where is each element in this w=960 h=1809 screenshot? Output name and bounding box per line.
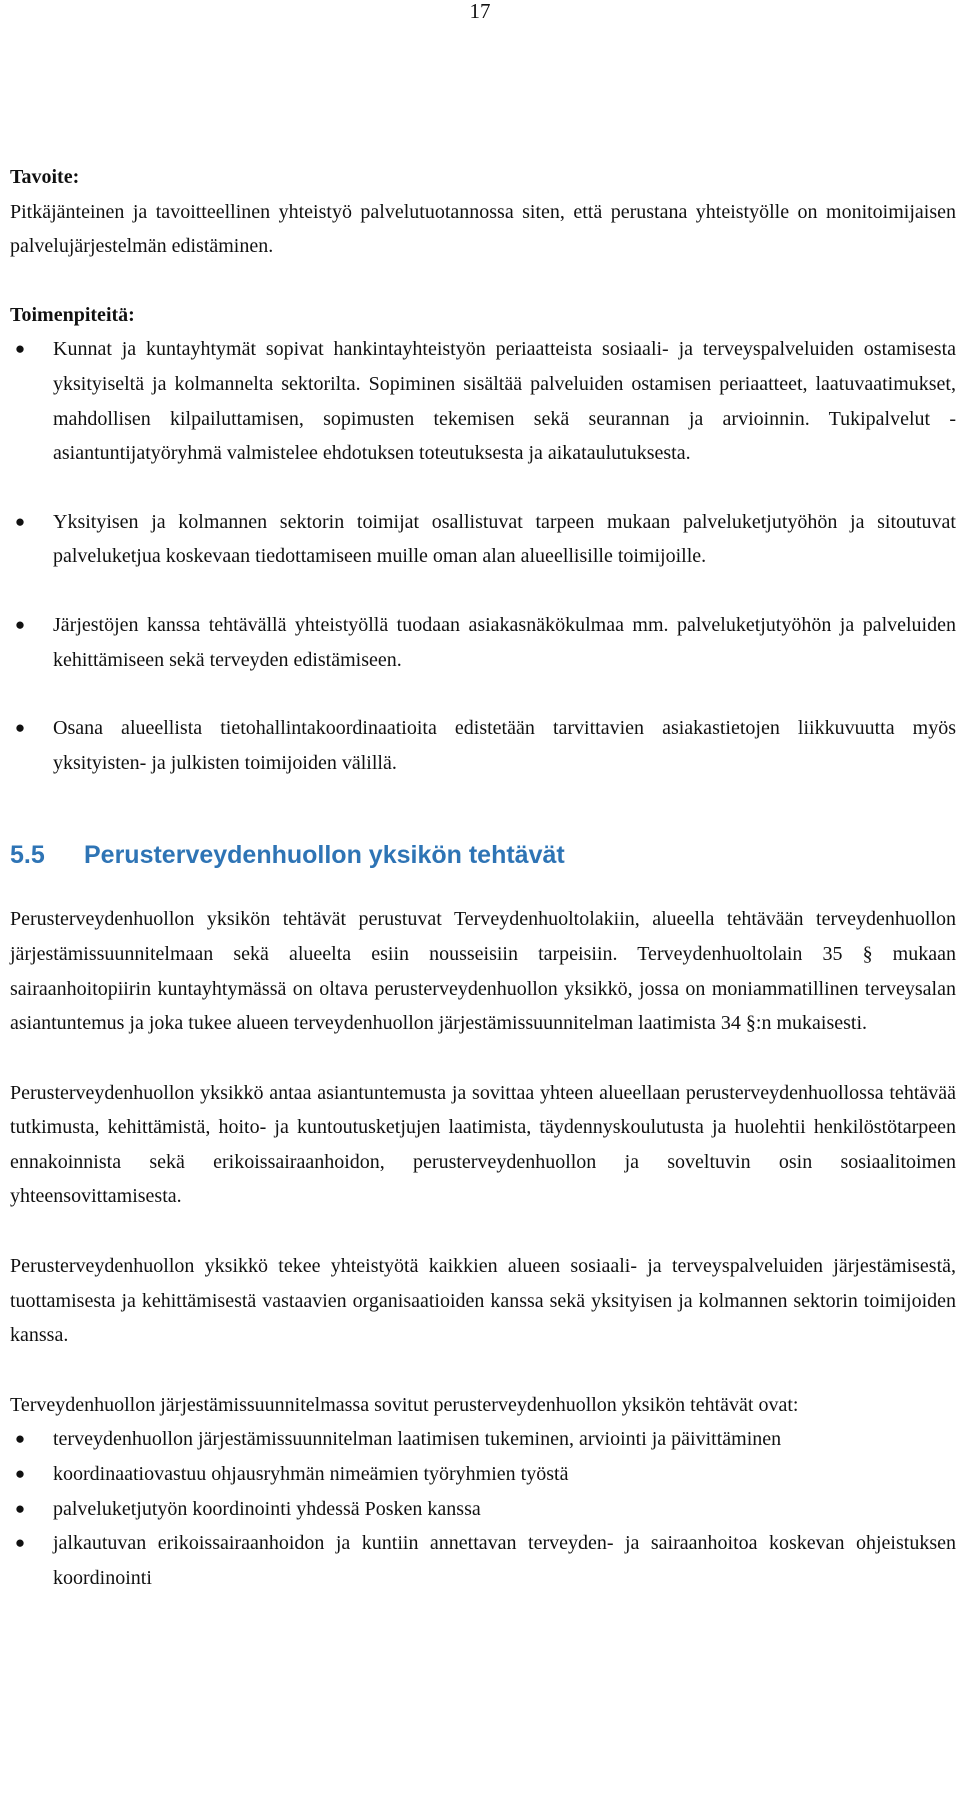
list-item (10, 332, 956, 470)
list-item (10, 1526, 956, 1595)
list-item (10, 1422, 956, 1457)
section-paragraph: Perusterveydenhuollon yksikkö tekee yhteistyötä kaikkien alueen sosiaali- ja terveyspalveluiden järjestämisestä, tuottamisesta ja kehittämisestä vastaavien organisaatioiden kanssa sekä yksityisen ja kolmannen sektorin toimijoiden kanssa. (10, 1255, 956, 1347)
section-heading (10, 838, 956, 872)
list-item (10, 711, 956, 780)
bullet-icon: ● (14, 1429, 26, 1449)
section-paragraph: Terveydenhuollon järjestämissuunnitelmassa sovitut perusterveydenhuollon yksikön tehtävät ovat: (10, 1393, 799, 1416)
list-item-text: palveluketjutyön koordinointi yhdessä Posken kanssa (53, 1497, 481, 1520)
bullet-icon: ● (14, 1498, 26, 1518)
list-item (10, 505, 956, 574)
goal-heading: Tavoite: (10, 166, 80, 188)
bullet-icon: ● (14, 1533, 26, 1553)
list-item-text: Järjestöjen kanssa tehtävällä yhteistyöllä tuodaan asiakasnäkökulmaa mm. palveluketjutyöhön ja palveluiden kehittämiseen sekä terveyden edistämiseen. (53, 613, 956, 671)
list-item-text: Yksityisen ja kolmannen sektorin toimijat osallistuvat tarpeen mukaan palveluketjutyöhön ja sitoutuvat palveluketjua koskevaan tiedottamiseen muille oman alan alueellisille toimijoille. (53, 510, 956, 568)
bullet-icon: ● (14, 339, 26, 359)
section-paragraph: Perusterveydenhuollon yksikön tehtävät perustuvat Terveydenhuoltolakiin, alueella tehtävään terveydenhuollon järjestämissuunnitelmaan sekä alueelta esiin nousseisiin tarpeisiin. Terveydenhuoltolain 35 § mukaan sairaanhoitopiirin kuntayhtymässä on oltava perusterveydenhuollon yksikkö, jossa on moniammatillinen terveysalan asiantuntemus ja joka tukee alueen terveydenhuollon järjestämissuunnitelman laatimista 34 §:n mukaisesti. (10, 908, 956, 1035)
list-item-text: terveydenhuollon järjestämissuunnitelman laatimisen tukeminen, arviointi ja päivittäminen (53, 1428, 782, 1451)
list-item (10, 1492, 956, 1527)
list-item-text: Kunnat ja kuntayhtymät sopivat hankintayhteistyön periaatteista sosiaali- ja terveyspalveluiden ostamisesta yksityiseltä ja kolmannelta sektorilta. Sopiminen sisältää palveluiden ostamisen periaatteet, laatuvaatimukset, mahdollisen kilpailuttamisen, sopimusten tekemisen sekä seurannan ja arvioinnin. Tukipalvelut -asiantuntijatyöryhmä valmistelee ehdotuksen toteutuksesta ja aikataulutuksesta. (53, 338, 956, 465)
bullet-icon: ● (14, 718, 26, 738)
list-item-text: koordinaatiovastuu ohjausryhmän nimeämien työryhmien työstä (53, 1463, 569, 1486)
list-item-text: jalkautuvan erikoissairaanhoidon ja kuntiin annettavan terveyden- ja sairaanhoitoa koskevan ohjeistuksen koordinointi (53, 1532, 956, 1589)
bullet-icon: ● (14, 1464, 26, 1484)
bullet-icon: ● (14, 511, 26, 531)
list-item (10, 1457, 956, 1492)
list-item-text: Osana alueellista tietohallintakoordinaatioita edistetään tarvittavien asiakastietojen liikkuvuutta myös yksityisten- ja julkisten toimijoiden välillä. (53, 717, 956, 774)
section-title: Perusterveydenhuollon yksikön tehtävät (84, 841, 565, 870)
section-number: 5.5 (10, 841, 45, 870)
bullet-icon: ● (14, 614, 26, 634)
goal-text: Pitkäjänteinen ja tavoitteellinen yhteistyö palvelutuotannossa siten, että perustana yhteistyölle on monitoimijaisen palvelujärjestelmän edistäminen. (10, 200, 956, 258)
section-paragraph: Perusterveydenhuollon yksikkö antaa asiantuntemusta ja sovittaa yhteen alueellaan perusterveydenhuollossa tehtävää tutkimusta, kehittämistä, hoito- ja kuntoutusketjujen laatimista, täydennyskoulutusta ja huolehtii henkilöstötarpeen ennakoinnista sekä erikoissairaanhoidon, perusterveydenhuollon ja soveltuvin osin sosiaalitoimen yhteensovittamisesta. (10, 1081, 956, 1208)
list-item (10, 608, 956, 677)
document-body (10, 160, 956, 1595)
page-number: 17 (469, 0, 491, 23)
measures-heading: Toimenpiteitä: (10, 303, 135, 326)
measures-list (10, 332, 956, 780)
tasks-list (10, 1422, 956, 1595)
